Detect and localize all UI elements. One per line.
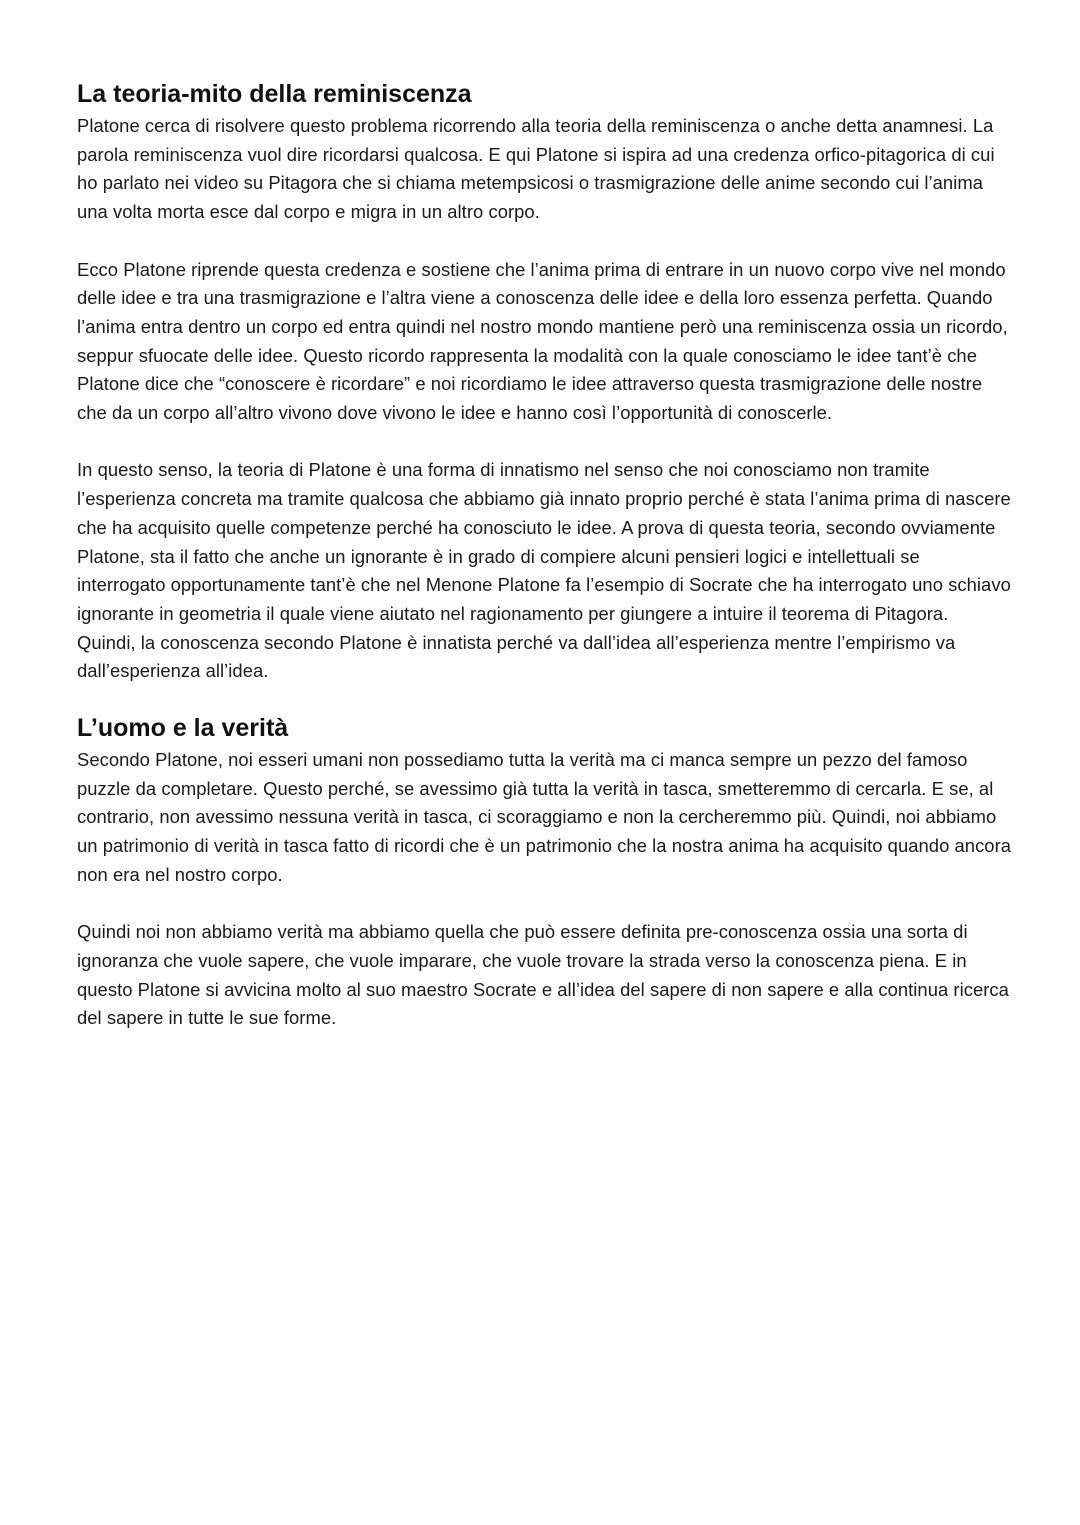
section-heading-uomo-verita: L’uomo e la verità (77, 714, 289, 743)
paragraph: Quindi noi non abbiamo verità ma abbiamo quella che può essere definita pre-conoscenza ossia una sorta di ignoranza che vuole sapere, che vuole imparare, che vuole trovare la strada verso la conoscenza piena. E in questo Platone si avvicina molto al suo maestro Socrate e all’idea del sapere di non sapere e alla continua ricerca del sapere in tutte le sue forme. (77, 921, 1009, 1029)
paragraph: Ecco Platone riprende questa credenza e sostiene che l’anima prima di entrare in un nuovo corpo vive nel mondo delle idee e tra una trasmigrazione e l’altra viene a conoscenza delle idee e della loro essenza perfetta. Quando l’anima entra dentro un corpo ed entra quindi nel nostro mondo mantiene però una reminiscenza ossia un ricordo, seppur sfuocate delle idee. Questo ricordo rappresenta la modalità con la quale conosciamo le idee tant’è che Platone dice che “conoscere è ricordare” e noi ricordiamo le idee attraverso questa trasmigrazione delle nostre che da un corpo all’altro vivono dove vivono le idee e hanno così l’opportunità di conoscerle. (77, 258, 1008, 424)
section-heading-reminiscenza: La teoria-mito della reminiscenza (77, 80, 472, 108)
paragraph: Secondo Platone, noi esseri umani non possediamo tutta la verità ma ci manca sempre un pezzo del famoso puzzle da completare. Questo perché, se avessimo già tutta la verità in tasca, smetteremmo di cercarla. E se, al contrario, non avessimo nessuna verità in tasca, ci scoraggiamo e non la cercheremmo più. Quindi, noi abbiamo un patrimonio di verità in tasca fatto di ricordi che è un patrimonio che la nostra anima ha acquisito quando ancora non era nel nostro corpo. (77, 749, 1012, 885)
paragraph: In questo senso, la teoria di Platone è una forma di innatismo nel senso che noi conosciamo non tramite l’esperienza concreta ma tramite qualcosa che abbiamo già innato proprio perché è stata l’anima prima di nascere che ha acquisito quelle competenze perché ha conosciuto le idee. A prova di questa teoria, secondo ovviamente Platone, sta il fatto che anche un ignorante è in grado di compiere alcuni pensieri logici e intellettuali se interrogato opportunamente tant’è che nel Menone Platone fa l’esempio di Socrate che ha interrogato uno schiavo ignorante in geometria il quale viene aiutato nel ragionamento per giungere a intuire il teorema di Pitagora. (77, 459, 1011, 624)
paragraph: Platone cerca di risolvere questo problema ricorrendo alla teoria della reminiscenza o anche detta anamnesi. La parola reminiscenza vuol dire ricordarsi qualcosa. E qui Platone si ispira ad una credenza orfico-pitagorica di cui ho parlato nei video su Pitagora che si chiama metempsicosi o trasmigrazione delle anime secondo cui l’anima una volta morta esce dal corpo e migra in un altro corpo. (77, 115, 995, 223)
document-content (77, 78, 1012, 1033)
paragraph: Quindi, la conoscenza secondo Platone è innatista perché va dall’idea all’esperienza mentre l’empirismo va dall’esperienza all’idea. (77, 631, 956, 682)
